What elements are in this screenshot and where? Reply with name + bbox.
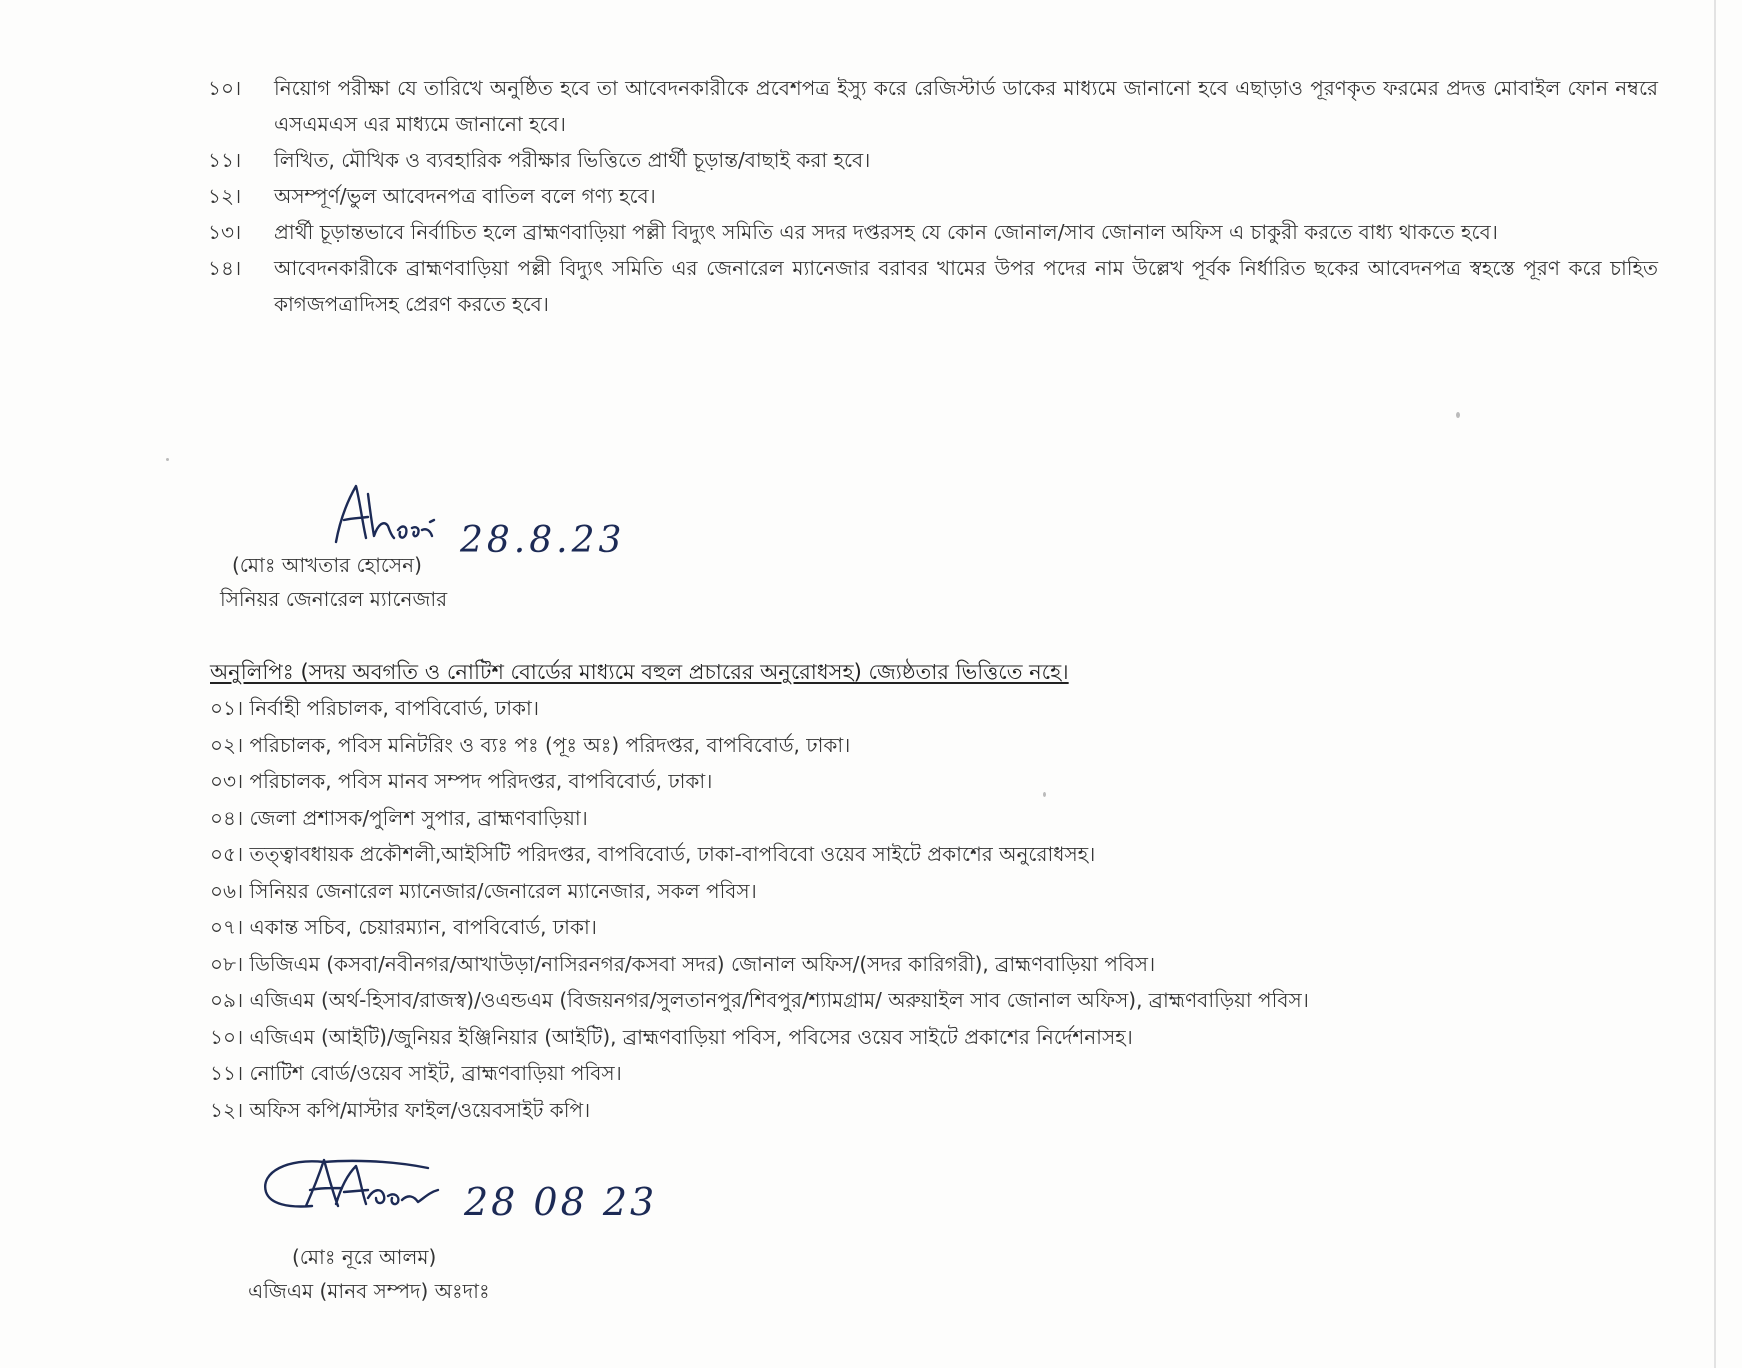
cc-item: ১০। এজিএম (আইটি)/জুনিয়র ইঞ্জিনিয়ার (আইটি), ব্রাহ্মণবাড়িয়া পবিস, পবিসের ওয়েব সাইটে প্রকাশের নির্দেশনাসহ। <box>210 1024 1133 1049</box>
signer-1-title: সিনিয়র জেনারেল ম্যানেজার <box>220 587 448 611</box>
clause-text: প্রার্থী চূড়ান্তভাবে নির্বাচিত হলে ব্রাহ্মণবাড়িয়া পল্লী বিদ্যুৎ সমিতি এর সদর দপ্তরসহ যে কোন জোনাল/সাব জোনাল অফিস এ চাকুরী করতে বাধ্য থাকতে হবে। <box>274 220 1498 244</box>
clause-item <box>208 214 1658 250</box>
scan-speck <box>166 458 169 461</box>
clause-text: অসম্পূর্ণ/ভুল আবেদনপত্র বাতিল বলে গণ্য হবে। <box>274 184 656 208</box>
cc-item: ০৮। ডিজিএম (কসবা/নবীনগর/আখাউড়া/নাসিরনগর/কসবা সদর) জোনাল অফিস/(সদর কারিগরী), ব্রাহ্মণবাড়িয়া পবিস। <box>210 951 1156 976</box>
signer-2-name: (মোঃ নূরে আলম) <box>292 1245 437 1269</box>
clause-item <box>208 178 1658 214</box>
page-edge <box>1714 0 1716 1368</box>
cc-item: ০৯। এজিএম (অর্থ-হিসাব/রাজস্ব)/ওএন্ডএম (বিজয়নগর/সুলতানপুর/শিবপুর/শ্যামগ্রাম/ অরুয়াইল সাব জোনাল অফিস), ব্রাহ্মণবাড়িয়া পবিস। <box>210 988 1309 1012</box>
clause-list <box>208 70 1658 322</box>
clause-item <box>208 70 1658 142</box>
cc-item: ১১। নোটিশ বোর্ড/ওয়েব সাইট, ব্রাহ্মণবাড়িয়া পবিস। <box>210 1061 622 1085</box>
clause-number: ১৪। <box>208 256 242 280</box>
signature-1-mark <box>318 480 448 550</box>
cc-item: ০১। নির্বাহী পরিচালক, বাপবিবোর্ড, ঢাকা। <box>210 696 539 720</box>
cc-item: ০৭। একান্ত সচিব, চেয়ারম্যান, বাপবিবোর্ড, ঢাকা। <box>210 915 597 939</box>
signature-2-date: 28 08 23 <box>464 1180 658 1224</box>
cc-item: ০৫। তত্ত্বাবধায়ক প্রকৌশলী,আইসিটি পরিদপ্তর, বাপবিবোর্ড, ঢাকা-বাপবিবো ওয়েব সাইটে প্রকাশের অনুরোধসহ। <box>210 842 1096 866</box>
cc-item: ০৪। জেলা প্রশাসক/পুলিশ সুপার, ব্রাহ্মণবাড়িয়া। <box>210 805 588 830</box>
clause-text: আবেদনকারীকে ব্রাহ্মণবাড়িয়া পল্লী বিদ্যুৎ সমিতি এর জেনারেল ম্যানেজার বরাবর খামের উপর পদের নাম উল্লেখ পূর্বক নির্ধারিত ছকের আবেদনপত্র স্বহস্তে পূরণ করে চাহিত কাগজপত্রাদিসহ প্রেরণ করতে হবে। <box>274 256 1658 316</box>
cc-heading: অনুলিপিঃ (সদয় অবগতি ও নোটিশ বোর্ডের মাধ্যমে বহুল প্রচারের অনুরোধসহ) জ্যেষ্ঠতার ভিত্তিতে নহে। <box>210 660 1069 684</box>
clause-number: ১৩। <box>208 220 242 244</box>
clause-item <box>208 250 1658 322</box>
signature-2-mark <box>258 1148 498 1228</box>
scan-speck <box>1456 412 1460 418</box>
cc-list <box>210 690 1610 1128</box>
signer-1-name: (মোঃ আখতার হোসেন) <box>232 553 422 577</box>
signature-1-date: 28.8.23 <box>460 520 626 561</box>
clause-item <box>208 142 1658 178</box>
clause-number: ১২। <box>208 184 242 208</box>
cc-item: ১২। অফিস কপি/মাস্টার ফাইল/ওয়েবসাইট কপি। <box>210 1097 591 1122</box>
cc-item: ০২। পরিচালক, পবিস মনিটরিং ও ব্যঃ পঃ (পূঃ অঃ) পরিদপ্তর, বাপবিবোর্ড, ঢাকা। <box>210 732 851 757</box>
signer-2-title: এজিএম (মানব সম্পদ) অঃদাঃ <box>248 1279 490 1303</box>
clause-number: ১১। <box>208 148 242 172</box>
clause-text: লিখিত, মৌখিক ও ব্যবহারিক পরীক্ষার ভিত্তিতে প্রার্থী চূড়ান্ত/বাছাই করা হবে। <box>274 148 871 172</box>
cc-item: ০৩। পরিচালক, পবিস মানব সম্পদ পরিদপ্তর, বাপবিবোর্ড, ঢাকা। <box>210 769 713 793</box>
clause-number: ১০। <box>208 76 242 100</box>
handwritten-signature-1 <box>318 480 448 550</box>
cc-item: ০৬। সিনিয়র জেনারেল ম্যানেজার/জেনারেল ম্যানেজার, সকল পবিস। <box>210 878 757 903</box>
clause-text: নিয়োগ পরীক্ষা যে তারিখে অনুষ্ঠিত হবে তা আবেদনকারীকে প্রবেশপত্র ইস্যু করে রেজিস্টার্ড ডাকের মাধ্যমে জানানো হবে এছাড়াও পূরণকৃত ফরমের প্রদত্ত মোবাইল ফোন নম্বরে এসএমএস এর মাধ্যমে জানানো হবে। <box>274 76 1658 136</box>
handwritten-signature-2 <box>258 1148 498 1228</box>
